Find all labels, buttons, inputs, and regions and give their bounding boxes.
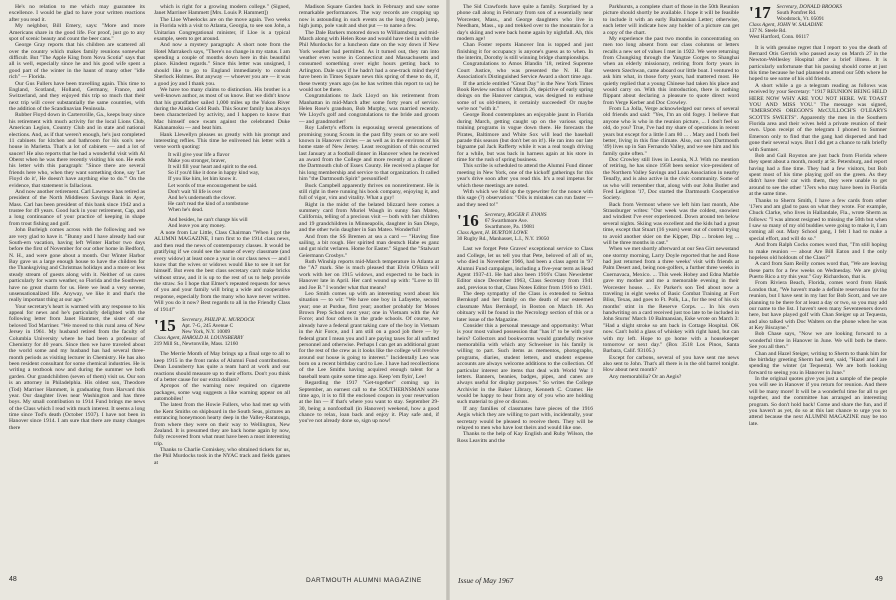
col6-paragraph: It is with genuine regret that I report to you the death of Bernard Otis Gerrish who passed away on March 27 in the Newton-Wellesley Hospital after a brief illness. It is particularly unfortunate that his passing should come at just this time because he had planned to attend our 50th where he hoped to see some of his old friends. [749, 44, 887, 83]
col6-paragraph: Chan and Hazel Steiger, writing to Sherm to thank him for the birthday greeting Sherm had sent, said, "Hazel and I are spending the winter (at Tequesta). We are both looking forward to seeing you in Hanover in June." [749, 350, 887, 376]
class17-address: South Pomfret Rd. [776, 10, 817, 17]
col3-paragraph: Roy Laferty's efforts in espousing several generations of promising young Scouts in the past fifty years or so are well known in Hanover circles — as well as in the environs of his home state of New Jersey. Least recognition of this occurred last January at a football dinner in Hanover when he received an award from the College and more recently at a dinner of the Dartmouth club of Essex County. He received a plaque for his long membership and service to that organization. It called him "the Dartmouth Spirit" personified! [299, 125, 439, 183]
column-1 [9, 4, 145, 572]
class15-secretary: Secretary, PHILIP K. MURDOCK [181, 316, 255, 323]
class-year-1915: '15 [154, 315, 176, 335]
verse-line: Make you stronger, braver, [168, 157, 227, 164]
class15-agent-address: 219 Mill St., Newtonville, Mass. 12160 [154, 341, 239, 348]
col5-paragraph: My experience the past two months in concentrating on men too long absent from our class columns or letters recalls a new set of values I met in 1922. We were returning from Chungking through the Yangtze Gorges to Shanghai when an elderly missionary, retiring from forty years in western Szechwan, came aboard our little boat. I ventured to ask him what, in those forty years, had mattered most. He quietly replied that a young Chinese had taken his place and would carry on. With this introduction, there is nothing flippant about declaring a pleasure to quote direct word from Verge Kerber and Doc Crowley. [603, 35, 739, 106]
col2-paragraph: And now a mystery paragraph: A short note from the Hotel Marrakech says, "There's no change in my status. I am spending a couple of months down here in this beautiful place. Kindest regards." Since this letter was unsigned, I should like to go to England immediately to consult Sherlock Holmes. But anyway — whoever you are — it was a good joy and I thank you. [154, 42, 290, 87]
col3-paragraph: The Dale Barkers motored down to Williamsburg and mid-March along with Helen Rose and would have tied in with the Phil Murdocks for a luncheon date on the way down if New York weather had permitted. As it turned out, they ran into weather even worse in Connecticut and Massachusetts and consumed something over eight hours getting back to Arlington. Dale says if he hadn't had a one-track mind they'd have been in Times Square news this spring of these to do, if, these twenty years ago (as he has written this report to us) he would not be there. [299, 29, 439, 93]
class15-agent: Class Agent, HAROLD H. LOUNSBERRY [154, 335, 244, 342]
verse-block [168, 152, 290, 229]
col1-paragraph: My neighbor, Bill Emery, says: "More and more Americans share in the good life. For proof, just go to any spot of scenic beauty and count the beer cans." [9, 23, 145, 42]
col3-paragraph: Madison Square Garden back in February and saw some remarkable performances. The way records are cropping up now is astounding in such events as the long (broad) jump, high jump, pole vault and shot put — to name a few. [299, 4, 439, 30]
page-number-right: 49 [875, 576, 883, 583]
col4-paragraph: With which we fold up the typewriter for the nonce with this sage (?) observation: "Oils is mistakes can run faster — and they need to!" [457, 188, 593, 208]
col1-paragraph: George Gray reports that his children are scattered all over the country which makes family reunions somewhat difficult. But "The Apple King from Nova Scotia" says that all is well, especially since he and his good wife spent a good part of the winter in the haunt of many other "idle rich" — Florida. [9, 42, 145, 81]
col6-paragraph: Thanks to Sherm Smith, I have a few cards from other '17ers and am glad to pass on what they wrote. For example, Chuck Clarke, who lives in Hallandale, Fla., wrote Sherm as follows: "I was almost resigned to missing the 50th but when I saw so many of my old buddies were going to make it, I am coming all out. Mary School gang, I felt I had to make a special effort, and will do so." [749, 197, 887, 242]
col1-paragraph: John Burleigh comes across with the following and we are very glad to have it. "Bunny and I have already had our South-ern vacation, having left Winter Harbor two days before the first of November for our other home in Bedford, N. H., and were gone about a month. Our Winter Harbor Bay gave us a large enough house to have the children for the Thanksgiving and Christmas holidays and a more or less steady stream of guests along with it. Neither of us cares particularly for warm weather, so Florida and the Southwest have no great charm for us. Here we lead a very serene, unsensationalized life. Anyway, we like it and that's the really important thing at our age." [9, 227, 145, 304]
col2c-paragraph: The Merrie Month of May brings up a final urge to all to keep 1915 in the front ranks of Alumni Fund contributions. Dean Lounsberry has quite a team hard at work and our reactions should measure up to their efforts. Don't you think of a better cause for our extra dollars? [154, 351, 290, 383]
issue-date-footer: Issue of May 1967 [458, 576, 514, 585]
col2-paragraph: which is right for a growing modern college." (Signed, Janet Marriner Hammett [Mrs. Louis P. Hammett]) [154, 4, 290, 17]
col2-paragraph: Hank Llewellyn pleases us greatly with his prompt and interesting reflies. This time he enlivened his letter with a verse worth quoting: [154, 131, 290, 151]
col5-paragraph: Back from Vermont where we left him last month, Abe Strassburger writes: "Our week was the coldest, snowiest and windiest I've ever experienced. Down around ten below several nights. Skiing was excellent and the kids had a great time, except that Stuart (16 years) went out of control trying to avoid another skier on the Kipper, Dip ... broken leg ... will be three months in cast." [603, 201, 739, 246]
class16-city: Swarthmore, Pa. 19081 [484, 224, 535, 231]
col3-paragraph: Congratulations to Jack Lloyd on his retirement from Manhattan in mid-March after some forty years of service. Helen Rose's grandson, Bob Murphy, was married recently. We Lloyd's golf and congratulations to the bride and groom — and grandmother! [299, 93, 439, 125]
col4b-paragraph: Consider this a personal message and opportunity: What is your most valued possession that "has it" to be with your heirs? Collectors and bookworms would gratefully receive memorabilia with which any Schweiser in his family is willing to part. Such items as mementos, photographs, programs, diaries, student letters, and student expense accounts are always welcome additions to the collection. Of particular interest are items that deal with World War I letters. Banners, beanies, badges, pipes, and canes are always useful for display purposes." So writes the College Archivist in the Baker Library, Kenneth C. Cramer. He would be happy to hear from any of you who are holding such material to give or discuss. [457, 322, 593, 406]
column-4 [457, 4, 593, 572]
col6-paragraph: A card from Sam Reilly comes word that, "We are leaving these parts for a few weeks on Wednesday. We are giving Puerto Rico a try this year." Guy Richardson, that is. [749, 261, 887, 281]
verse-line: He can't read the kind of a tombstone [168, 201, 249, 208]
verse-line: Let words of true encouragement be said. [168, 182, 258, 189]
verse-line: So if you'd like it done in happy kind way, [168, 170, 260, 177]
col4-paragraph: This scribe is scheduled to attend the Alumni Fund dinner meeting in New York, one of the kickoff gatherings for this year's drive soon after you read this. It's a real impetus for which these meetings are noted. [457, 163, 593, 189]
verse-line: When he's dead. [168, 207, 204, 214]
col4b-paragraph: Thanks to the help of Kay English and Ruby Wilson, the Ross Leavitts and the [457, 431, 593, 444]
col4-paragraph: Congratulations to Amos Blandin '18, retired Supreme Court Justice, who was presented the N. H. Bar Association's Distinguished Service Award a short time ago. [457, 61, 593, 81]
class-1915-header [154, 317, 290, 347]
verse-line: And leave you any money. [168, 222, 226, 229]
column-5 [603, 4, 739, 572]
col1-paragraph: Rubber Floyd down in Cartersville, Ga., keeps busy since his retirement with much activity for the local Lions Club, American Legion, Country Club and in state and national elections. And, as if that weren't enough, he's just completed 11 cabinets for kitchen and bathroom for his son's new house in Marietta. That's a lot of cabinets — and a lot of saucer! He also reports that he had a wonderful visit with Al Oberst when he was there recently visiting his son. He ends his letter with this paragraph: "Since there are several friends here who, when they want something done, say 'Let Floyd do it', He doesn't have anything else to do.'" On the evidence, that statement is fallacious. [9, 112, 145, 189]
col4-paragraph: Chan Foster reports Hanover Inn is topped and just finishing it for occupancy is anyone's guess as to when. In the interim, Dorothy is still winning bridge championships. [457, 42, 593, 61]
magazine-title-footer: DARTMOUTH ALUMNI MAGAZINE [306, 577, 422, 584]
col1-paragraph: Your secretary's heart is warmed with any response to his appeal for news and he's particularly delighted with the following letter from Janet Hammer, the sister of our beloved Tod Marriner. "We moved to this rural area of New Jersey in 1961. My husband retired from the faculty of Columbia University where he had been a professor of Chemistry for 40 years. Since then we have traveled about the world some and my husband has had several three-month periods as visiting lecturer in Chemistry. He has also been resident consultant for some chemical industries. He is writing a textbook now and during the summer we both garden. Our grandchildren (seven of them) visit us. Our son is an attorney in Philadelphia. His oldest son, Theodore (Tod) Marriner Hammett, is graduating from Harvard this year. Our daughter lives near Washington and has three boys. My small contribution to 1914 Fund brings me news of the Class which I read with much interest. It seems a long time since Tod's death (October 1937). I have not been in Hanover since 1914. I am sure that there are many changes there [9, 303, 145, 431]
col6-paragraph: Bob Chase says, "Now we are looking forward to a wonderful time in Hanover in June. We will both be there. See you all then." [749, 331, 887, 351]
class15-city: New York, N.Y. 10009 [181, 329, 231, 336]
col4b-paragraph: The deep sympathy of the Class is extended to Selma Bernkopf and her family on the death of our esteemed classmate Max Bernkopf, in Boston on March 18. An obituary will be found in the Necrology section of this or a later issue of the Magazine. [457, 291, 593, 323]
class-1916-header [457, 212, 593, 242]
class-1917-header [749, 4, 887, 41]
verse-line: It will fill your heart and spirit to the end. [168, 164, 258, 171]
class16-agent: Class Agent, H. BURTON LOWE [457, 230, 528, 237]
col4b-paragraph: If any families of classmates have pieces of the 1916 Aegis which they are willing to part with, incidentally, your secretary would be pleased to receive them. They will be relayed to men who have lost theirs and would like one. [457, 405, 593, 431]
col3-paragraph: And from the SS Bremen at sea a card — "Having fine sailing, a bit rough. Her spirited man deutsch Habe es ganz und gut nicht verlaren. Home for Easter." Signed the "Stalwart Geiermann Crosbys." [299, 233, 439, 259]
col6-paragraph: From Riviera Beach, Florida, comes word from Hank London that, "We haven't made a definite reservation for the reunion, but I have sent in my last for Bob Scott, and we are planning to be there for at least a day or two, so you may add our name to the list. I haven't seen many Seventeeners down here, but have played golf with Chan Steiger up at Tequesta, and also talked with Doc Walters on the phone when he was at Key Biscayne." [749, 280, 887, 332]
column-2 [154, 4, 290, 572]
col1-paragraph: And now another retirement. Carl Lawrence has retired as president of the North Middlesex Savings Bank in Ayer, Mass. Carl has been president of this bank since 1942 and a trustee for 49 years. Good luck in your retirement, Cap, and a long continuance of your practice of keeping in shape from trout fishing and golf. [9, 188, 145, 227]
col3-paragraph: Ruth Winship reports mid-March temperature in Atlanta at the "A7 mark. She is much pleased that Elvin O'Hara will work with her on 1915 widows, and expected to be back in Hanover late in April. Her card wound up with: "Love to Ill and Joe B." I wonder what that means? [299, 259, 439, 291]
col2c-paragraph: Thanks to Charlie Comiskey, who obtained tickets for us, the Phil Murdocks took in the NYAC track and fields games at [154, 447, 290, 466]
col2c-paragraph: The latest from the Howie Fullers, who had met up with the Kent Smiths on shipboard in the South Seas, pictures an entrancing honeymoon hearty deep in the Valley-Raratonga, from where they were on their way to Wellington, New Zealand. It is presumed they are back home again by now, fully recovered from what must have been a most interesting trip. [154, 402, 290, 447]
verse-line: Don't wait 'til life is over [168, 188, 222, 195]
col6-paragraph: A short while a go a telegram reading as follows was received by your Secretary: "1917 REUNION BEING HELD HERE NOW WHY ARE YOU NOT HERE. WE TOAST YOU AND MISS YOU." The message was signed, "EMERSONS OREGON'S McCULLOCH'S O'LEARYS SCOTTS SWEETS". Apparently the men in the Southern Florida area and their wives held a private reunion of their own. Upon receipt of the telegram I phoned to Sumner Emerson only to find that the gang had dispersed and had gone their several ways. But I did get a chance to talk briefly with Sumner. [749, 82, 887, 153]
class17-agent-address: 137 N. Steele Rd. [749, 28, 787, 35]
verse-line: If you like him, let him know it. [168, 176, 238, 183]
col3-paragraph: Regarding the 1917 "Get-together" coming up in September, an earnest call to the SOUTHERNSMAN some time ago, it is to fill the enclosed coupon in your reservation at the Inn — if that's where you want to stay. September 29-30, being a nonfootball (in Hanover) weekend, how a good chance to relax, loan back and enjoy it. Play safe and, if you've not already done so, sign up now! [299, 380, 439, 425]
verse-line: It will give your life a flavor [168, 151, 230, 158]
col2-paragraph: The Lloe Wheelocks are on the move again. Two weeks in Florida with a visit to Atlanta, Georgia, to see son John, a Unitarian Congregational minister, if Lloe is a typical example, seem to get around. [154, 16, 290, 42]
col3-paragraph: Right in the midst of the belated blizzard here comes a summery card from Muriel Waugh in sunny San Mateo, California, telling of a precious visit — both with her children and 19 grandchildren in Minneapolis, daughter in San Diego, and the other twin daughter in San Mateo. Wonderful! [299, 201, 439, 234]
col4-paragraph: George Bond contemplates an enjoyable jaunt in Florida during March, getting caught up on the various spring training programs in vogue down there. He forecasts the Pirates, Baltimore and White Sox will lead the baseball parade this season (but don't bet on it!). He ran into our late bigname pal Jack Rafferty while it was a real tough driving for a while, but was back in harness again at his store in time for the rush of spring business. [457, 112, 593, 163]
col3-paragraph: Buck Campbell apparently thrives on nonretirement. He is still right in there running his book company, enjoying it, and full of vigor, vim and vitality. What a guy! [299, 182, 439, 202]
col5-paragraph: When we met shortly afterward at our Sea Girt newsstand one stormy morning, Larry Doyle reported that he and Rose had just returned from a three weeks' visit with friends at Palm Desert and, being non-golfers, a further three weeks in Cuernavaca, Mexico. ... This week Hobey and Edna Marble gave my mother and me a memorable evening in their Worcester house. ... Ev Parker's son Ted about now a traveling in eight weeks of Basic Combat Training at Fort Bliss, Texas, and goes to Ft. Polk, La., for the rest of his six months' stint in the Reserve Corps. ... In his own handwriting on a card received just too late to be included in John Sturns' March 10 Balmansian, Eske wrote on March 3: "Had a slight stroke so am back in Cottage Hospital. OK now. Can't hold a glass of whiskey with right hand, but can with my left. Hope to go home with a housekeeper tomorrow or next day." (Box 3518 Los Pinos, Santa Barbara, Calif. 93105.) [603, 246, 739, 355]
class16-secretary: Secretary, ROGER F. EVANS [484, 212, 547, 218]
class-year-1917: '17 [749, 4, 771, 22]
page-number-left: 48 [9, 576, 17, 583]
column-3 [299, 4, 439, 572]
class-year-1916: '16 [457, 211, 479, 230]
col6-paragraph: And from Ralph Cocks comes word that, "I'm still hoping to make reunion — about Are Bill Eaton and I the only hopeless old holdouts of the Class?" [749, 242, 887, 261]
class16-address: 67 Swarthmore Ave. [484, 218, 529, 225]
col2c-paragraph: Apropos of the warning now required on cigarette packages, some wag suggests a like warning appear on all automobiles! [154, 383, 290, 403]
verse-line: And he's underneath the clover. [168, 195, 236, 202]
verse-line: And besides, he can't change his will [168, 216, 248, 223]
class17-city: Woodstock, Vt. 05091 [776, 16, 825, 23]
col5-paragraph: Parkhursts, a complete chart of those in the 50th Reunion picture should shortly be available. I hope it will be feasible to include it with an early Balmansian Letter; otherwise, each letter will indicate how any holder of a picture can get a copy of the chart. [603, 4, 739, 36]
col2b-paragraph: A note from Lar Little, Class Chairman "When I got the ALUMNI MAGAZINE, I turn first to the 1914 class news, and then read the news of contemporary classes. It would be gratifying if we could see the name of every classmate (and every widow) at least once a year in our class news — and I know that the wives or widows would like to see it set for himself. But even the best class secretary can't make bricks without straw, and it is up to the rest of us to help provide the straw. So I hope that Elmer's repeated requests for news of you and your family will bring a wide and cooperative response, especially from the many who have never written. Will you do it now? Best regards to all in the Friendly Class of 1914!" [154, 230, 290, 313]
col4-paragraph: If the article entitled "Great Day" in the New York Times Book Review section of March 26, depictive of early spring doings on the Hanover campus, was designed to enthuse some of us old-timers, it certainly succeeded! Or maybe we're not "with it." [457, 80, 593, 112]
col2-paragraph: We have too many claims to distinction. His brother is a well-known author, as most of us know. But we didn't know that his grandfather sailed 1,000 miles up the Yukon River during the Alaska Gold Rush. This Sourer family has always been characterized by activity, and I happen to know that Mac himself once swam against the celebrated Duke Kahanamoku — and beat him. [154, 86, 290, 132]
col1-paragraph: Our Gus Fullers have been travelling again. This time to England, Scotland, Holland, Germany, France, and Switzerland, and they enjoyed this trip so much that their next trip will cover substantially the same countries, with the addition of the Scandinavian Peninsula. [9, 80, 145, 112]
col1-paragraph: He's no relation to me which may guarantee its excellence. I would be glad to have your written reactions after you read it. [9, 4, 145, 23]
col3-paragraph: Leo Smith comes up with an interesting word about his situation — to wit: "We have one boy in Lafayette, second year; one at Purdue, first year; another probably for Moses Brown Prep School next year; one in Vietnam with the Air Force; and four others in the grade schools. Of course, we already have a federal grant taking care of the boy in Vietnam in the Air Force, and I am still on a good job there — by federal grant I mean you and I are paying taxes for all unfitted personnel and otherwise. Perhaps I can get an additional grant for the rest of the crew as it looks like the college will revolve around our house is going to interest." Incidentally Leo was born on a recent birthday card to Lee. I have had recollections of the Lee Smiths having acquired enough talent for a baseball team quite some time ago. Keep 'em flyin', Lee! [299, 290, 439, 380]
col4b-paragraph: Last we forget Pete Graves' exceptional service to Class and College, let us tell you that Pete, beloved of all of us, who died in November 1966, had been a class agent in '97 Alumni Fund campaigns, including a five-year term as Head Agent 1937-41. He had also been 1916's Class Newsletter Editor since December 1963, Class Secretary from 1941 and, previous to that, Class Notes Editor from 1916 to 1941. [457, 246, 593, 291]
col6-paragraph: Bob and Gail Royston are just back from Florida where they spent about a month, mostly at St. Petersburg, and report having had a fine time. They had a few visitors, but Bob spent most of his time playing golf on the green. As they didn't have their car with them, they were unable to get around to see the other '17ers who may have been in Florida at the same time. [749, 152, 887, 198]
class16-agent-address: 30 Rugby Rd., Manhasset, L.I., N.Y. 19050 [457, 236, 550, 243]
class15-address: Apt. 7-G, 245 Avenue C [181, 323, 234, 330]
column-6 [749, 4, 887, 572]
class17-secretary: Secretary, DONALD BROOKS [776, 4, 843, 10]
col5-paragraph: Except for carbons, several of you have sent me news also sent to John. That's all there is in the old barrel tonight. How about next month? [603, 354, 739, 374]
page-gutter [446, 0, 450, 600]
col6-paragraph: In the original quotes give you just a sample of the people you will see in Hanover if you return for reunion. And there will be many more! It will be a wonderful time for all to get together, and the committee has arranged an interesting program. So don't hold back! Come and share the fun, and if you haven't as yet, do so at this last chance to urge you to attend because the next ALUMNI MAGAZINE may be too late. [749, 376, 887, 427]
col5-paragraph: Any memorabilia? Or an Aegis? [609, 373, 682, 380]
col4-paragraph: The Sid Crawfords have quite a family. Surprised by a phone call along in February from son of a essentially near Worcester, Mass., and George daughters who live in Needham, Mass., up and trekked over to the mountain for a day's skiing and were back home again by nightfall. Ah, this modern age! [457, 4, 593, 42]
col5-paragraph: From La Jolla, Verge acknowledged our news of several old friends and said: "Yes, I'm an old fogey. I believe that anyone who is who in the reunion picture, ... I don't feel so old, do you? True, I've had my share of operations in recent years but except for a little I am 80 ... . Mary and I both feel better, living in this fine climate. Also, our son (Dartmouth '49) lives up in San Fernando Valley, and we see him and his family quite often." [603, 106, 739, 157]
col5-paragraph: Doc Crowley still lives in Leonia, N.J. With no mention of retiring, he has since 1958 been senior vice-president of the Northern Valley Savings and Loan Association in nearby Tenafly, and is also active in the civic community. Some of us who will remember that, along with our John Butler and Fred Leighton '17, Doc started the Dartmouth Cooperative Society. [603, 157, 739, 202]
class17-agent: Class Agent, JOHN W. SALADINE [749, 22, 823, 29]
class17-agent-city: West Hartford, Conn. 06117 [749, 34, 809, 41]
